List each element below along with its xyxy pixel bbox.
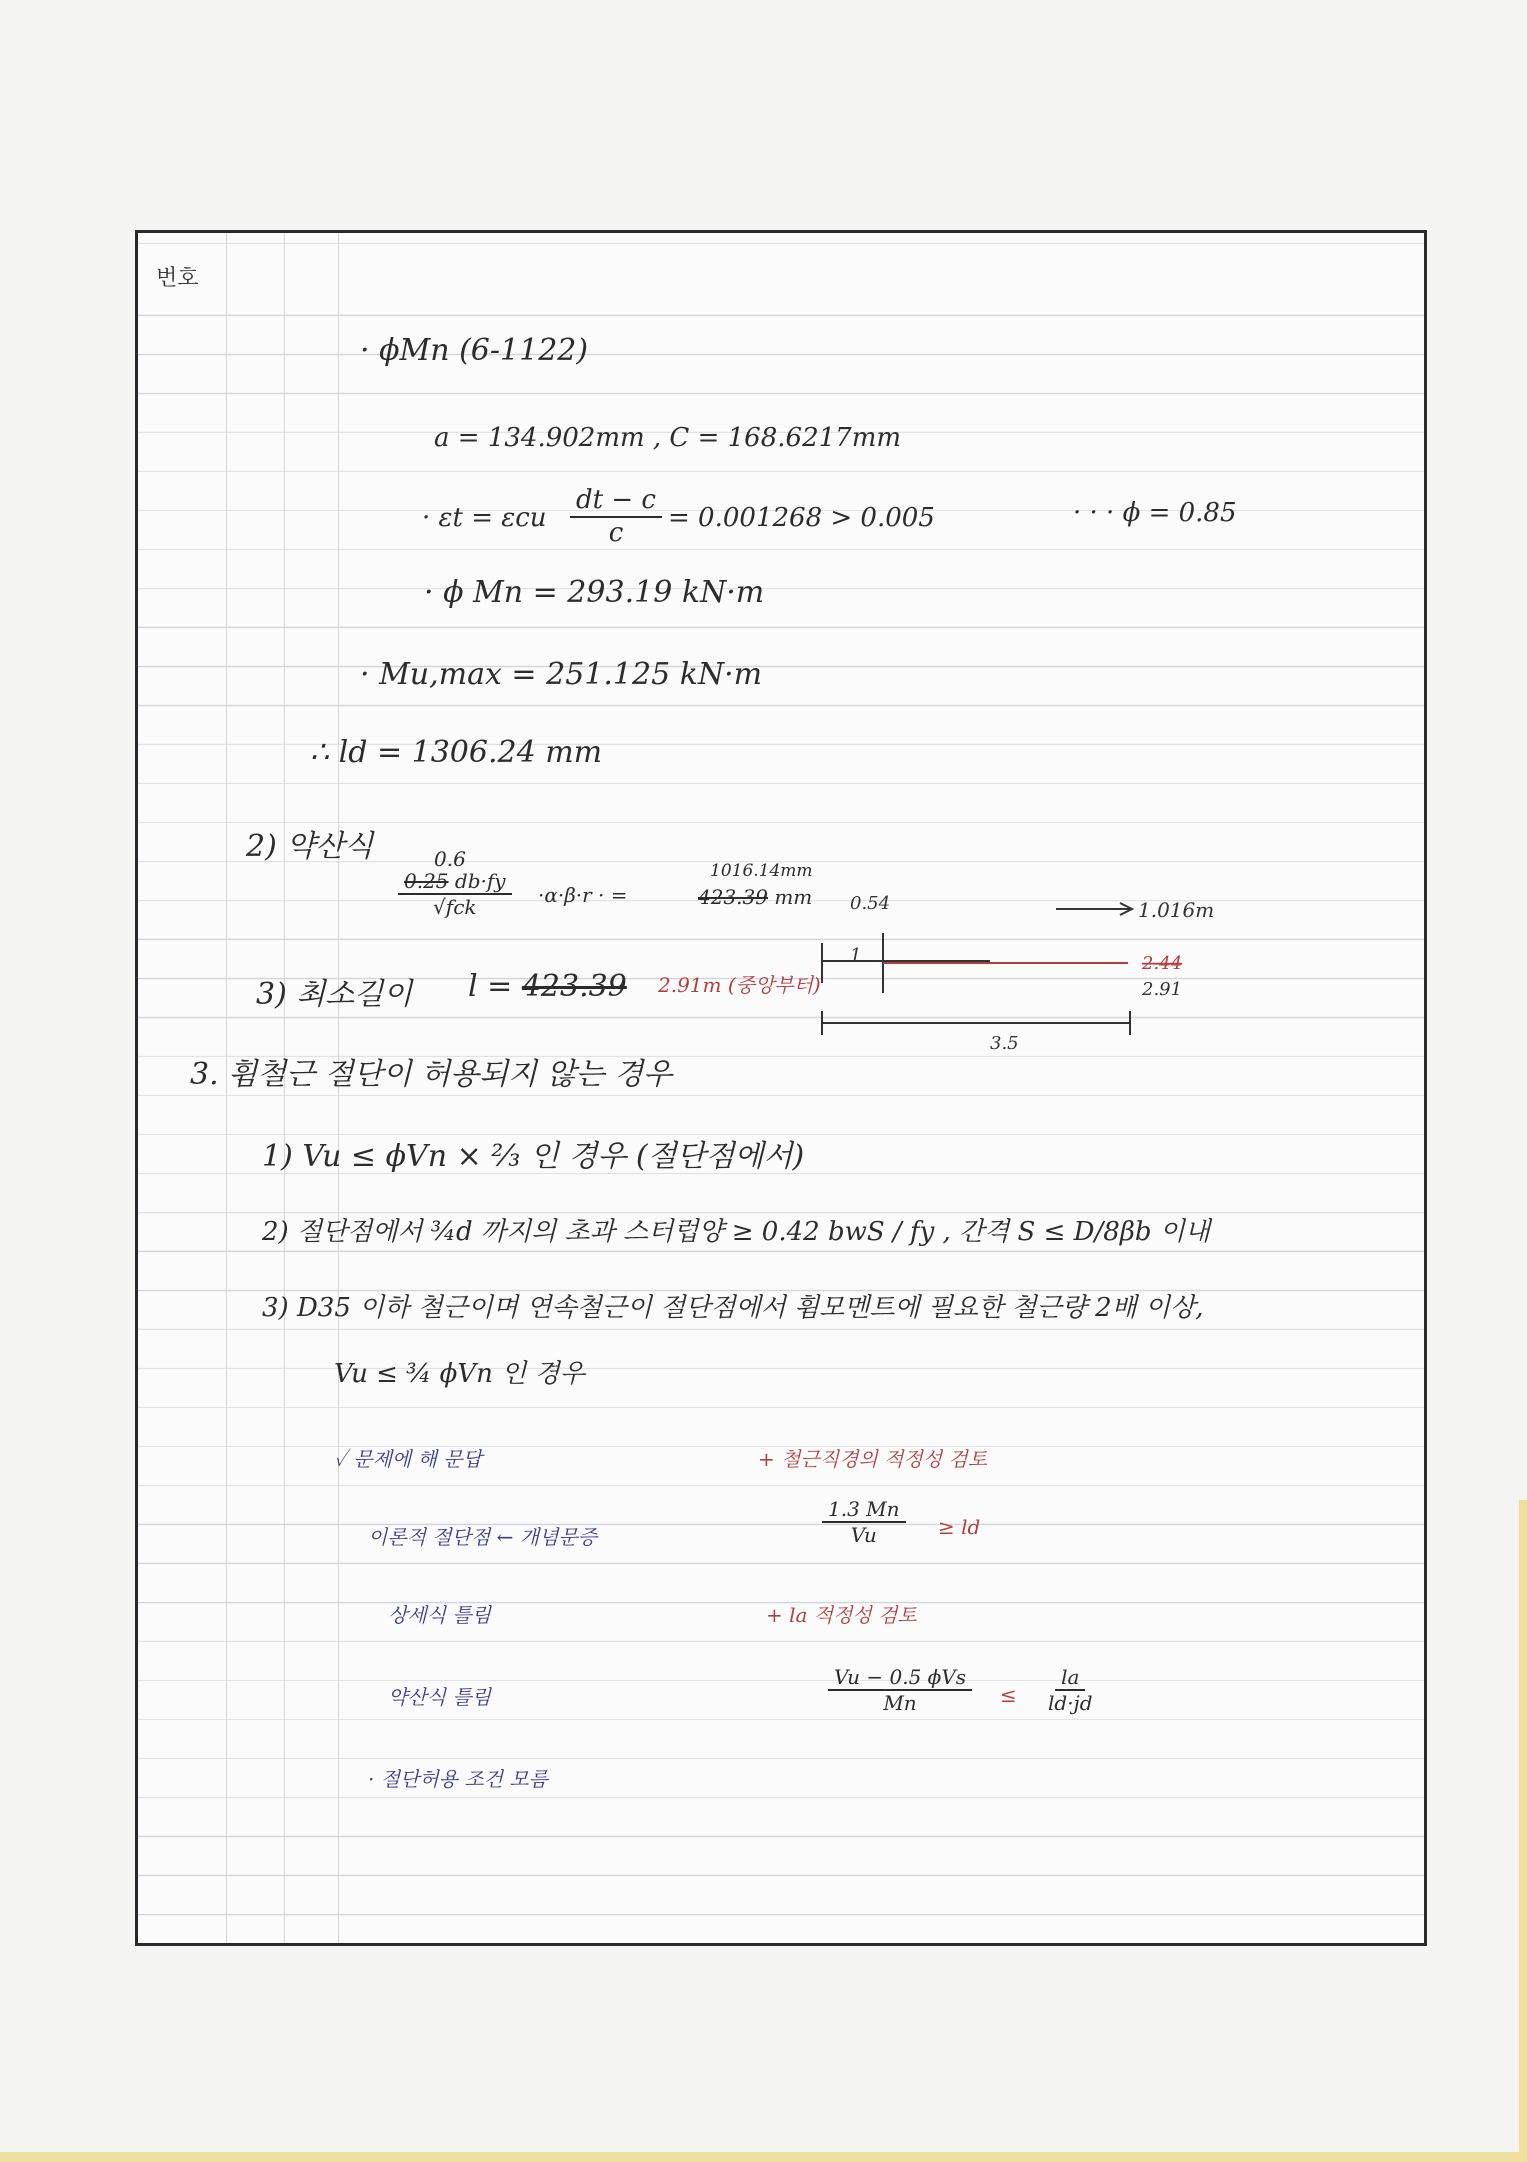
section-approx-title: 2) 약산식 [246,829,374,864]
review-4-rden: ld·jd [1048,1691,1093,1715]
diag-label-054: 0.54 [850,893,891,914]
approx-note: 0.6 [434,847,466,871]
eps-lhs: · εt = εcu [422,503,547,533]
diag-label-1: 1 [850,945,862,966]
approx-denominator: √fck [433,895,477,919]
condition-2: 2) 절단점에서 ¾d 까지의 초과 스터럽양 ≥ 0.42 bwS / fy , 간격 S ≤ D/8βb 이내 [262,1217,1210,1247]
approx-numerator: db·fy [454,869,506,893]
l-new-value: 2.91m (중앙부터) [658,973,821,997]
review-4-rhs-fraction [1042,1665,1099,1715]
diag-label-1016: 1.016m [1138,898,1215,922]
ld-result: ∴ ld = 1306.24 mm [310,735,603,770]
approx-struck: 0.25 [404,869,449,893]
l-eq: l = [468,969,513,1004]
review-4-den: Mn [883,1691,917,1715]
eps-rhs: = 0.001268 > 0.005 [668,503,935,533]
review-2-num: 1.3 Mn [822,1497,906,1523]
feedback-5: · 절단허용 조건 모름 [368,1767,548,1791]
review-2-den: Vu [850,1523,877,1547]
review-2-rhs: ≥ ld [938,1515,981,1539]
condition-3b: Vu ≤ ¾ ϕVn 인 경우 [334,1359,585,1389]
page-edge-strip [0,2152,1527,2162]
diag-label-35: 3.5 [990,1033,1019,1054]
review-1: + 철근직경의 적정성 검토 [758,1447,988,1471]
review-4-num: Vu − 0.5 ϕVs [828,1665,972,1691]
eps-numerator: dt − c [570,485,662,518]
review-4-rnum: la [1055,1665,1085,1691]
review-2-fraction [822,1497,906,1547]
part3-title: 3. 휨철근 절단이 허용되지 않는 경우 [190,1057,673,1092]
review-4-mid: ≤ [1000,1683,1017,1707]
note-sheet [135,230,1427,1946]
approx-mult: ·α·β·r · = [538,883,628,907]
eps-denominator: c [608,518,624,549]
phi-value: · · · ϕ = 0.85 [1073,498,1237,528]
review-3: + la 적정성 검토 [766,1603,917,1627]
approx-result-struck: 423.39 [698,885,768,909]
condition-1: 1) Vu ≤ ϕVn × ⅔ 인 경우 (절단점에서) [262,1139,805,1174]
page-edge-strip-right [1519,1500,1527,2162]
diag-label-291: 2.91 [1142,979,1183,1000]
phiMn-value: · ϕ Mn = 293.19 kN·m [424,575,765,610]
section-min-length: 3) 최소길이 [256,977,413,1012]
phiMn-heading: · ϕMn (6-1122) [360,333,589,368]
feedback-1: ✓ 문제에 해 문답 [334,1447,482,1471]
review-4-fraction [828,1665,972,1715]
feedback-3: 상세식 틀림 [388,1603,491,1627]
header-number-label: 번호 [156,266,199,291]
a-c-values: a = 134.902mm , C = 168.6217mm [434,423,902,453]
l-struck: 423.39 [521,969,627,1004]
condition-3: 3) D35 이하 철근이며 연속철근이 절단점에서 휨모멘트에 필요한 철근량 2배 이상, [262,1293,1204,1323]
feedback-4: 약산식 틀림 [388,1685,491,1709]
approx-result-unit: mm [774,885,813,909]
mu-max: · Mu,max = 251.125 kN·m [360,657,763,692]
feedback-2: 이론적 절단점 ← 개념문증 [368,1525,598,1549]
approx-result-top: 1016.14mm [710,861,813,881]
diag-label-244: 2.44 [1142,953,1183,974]
